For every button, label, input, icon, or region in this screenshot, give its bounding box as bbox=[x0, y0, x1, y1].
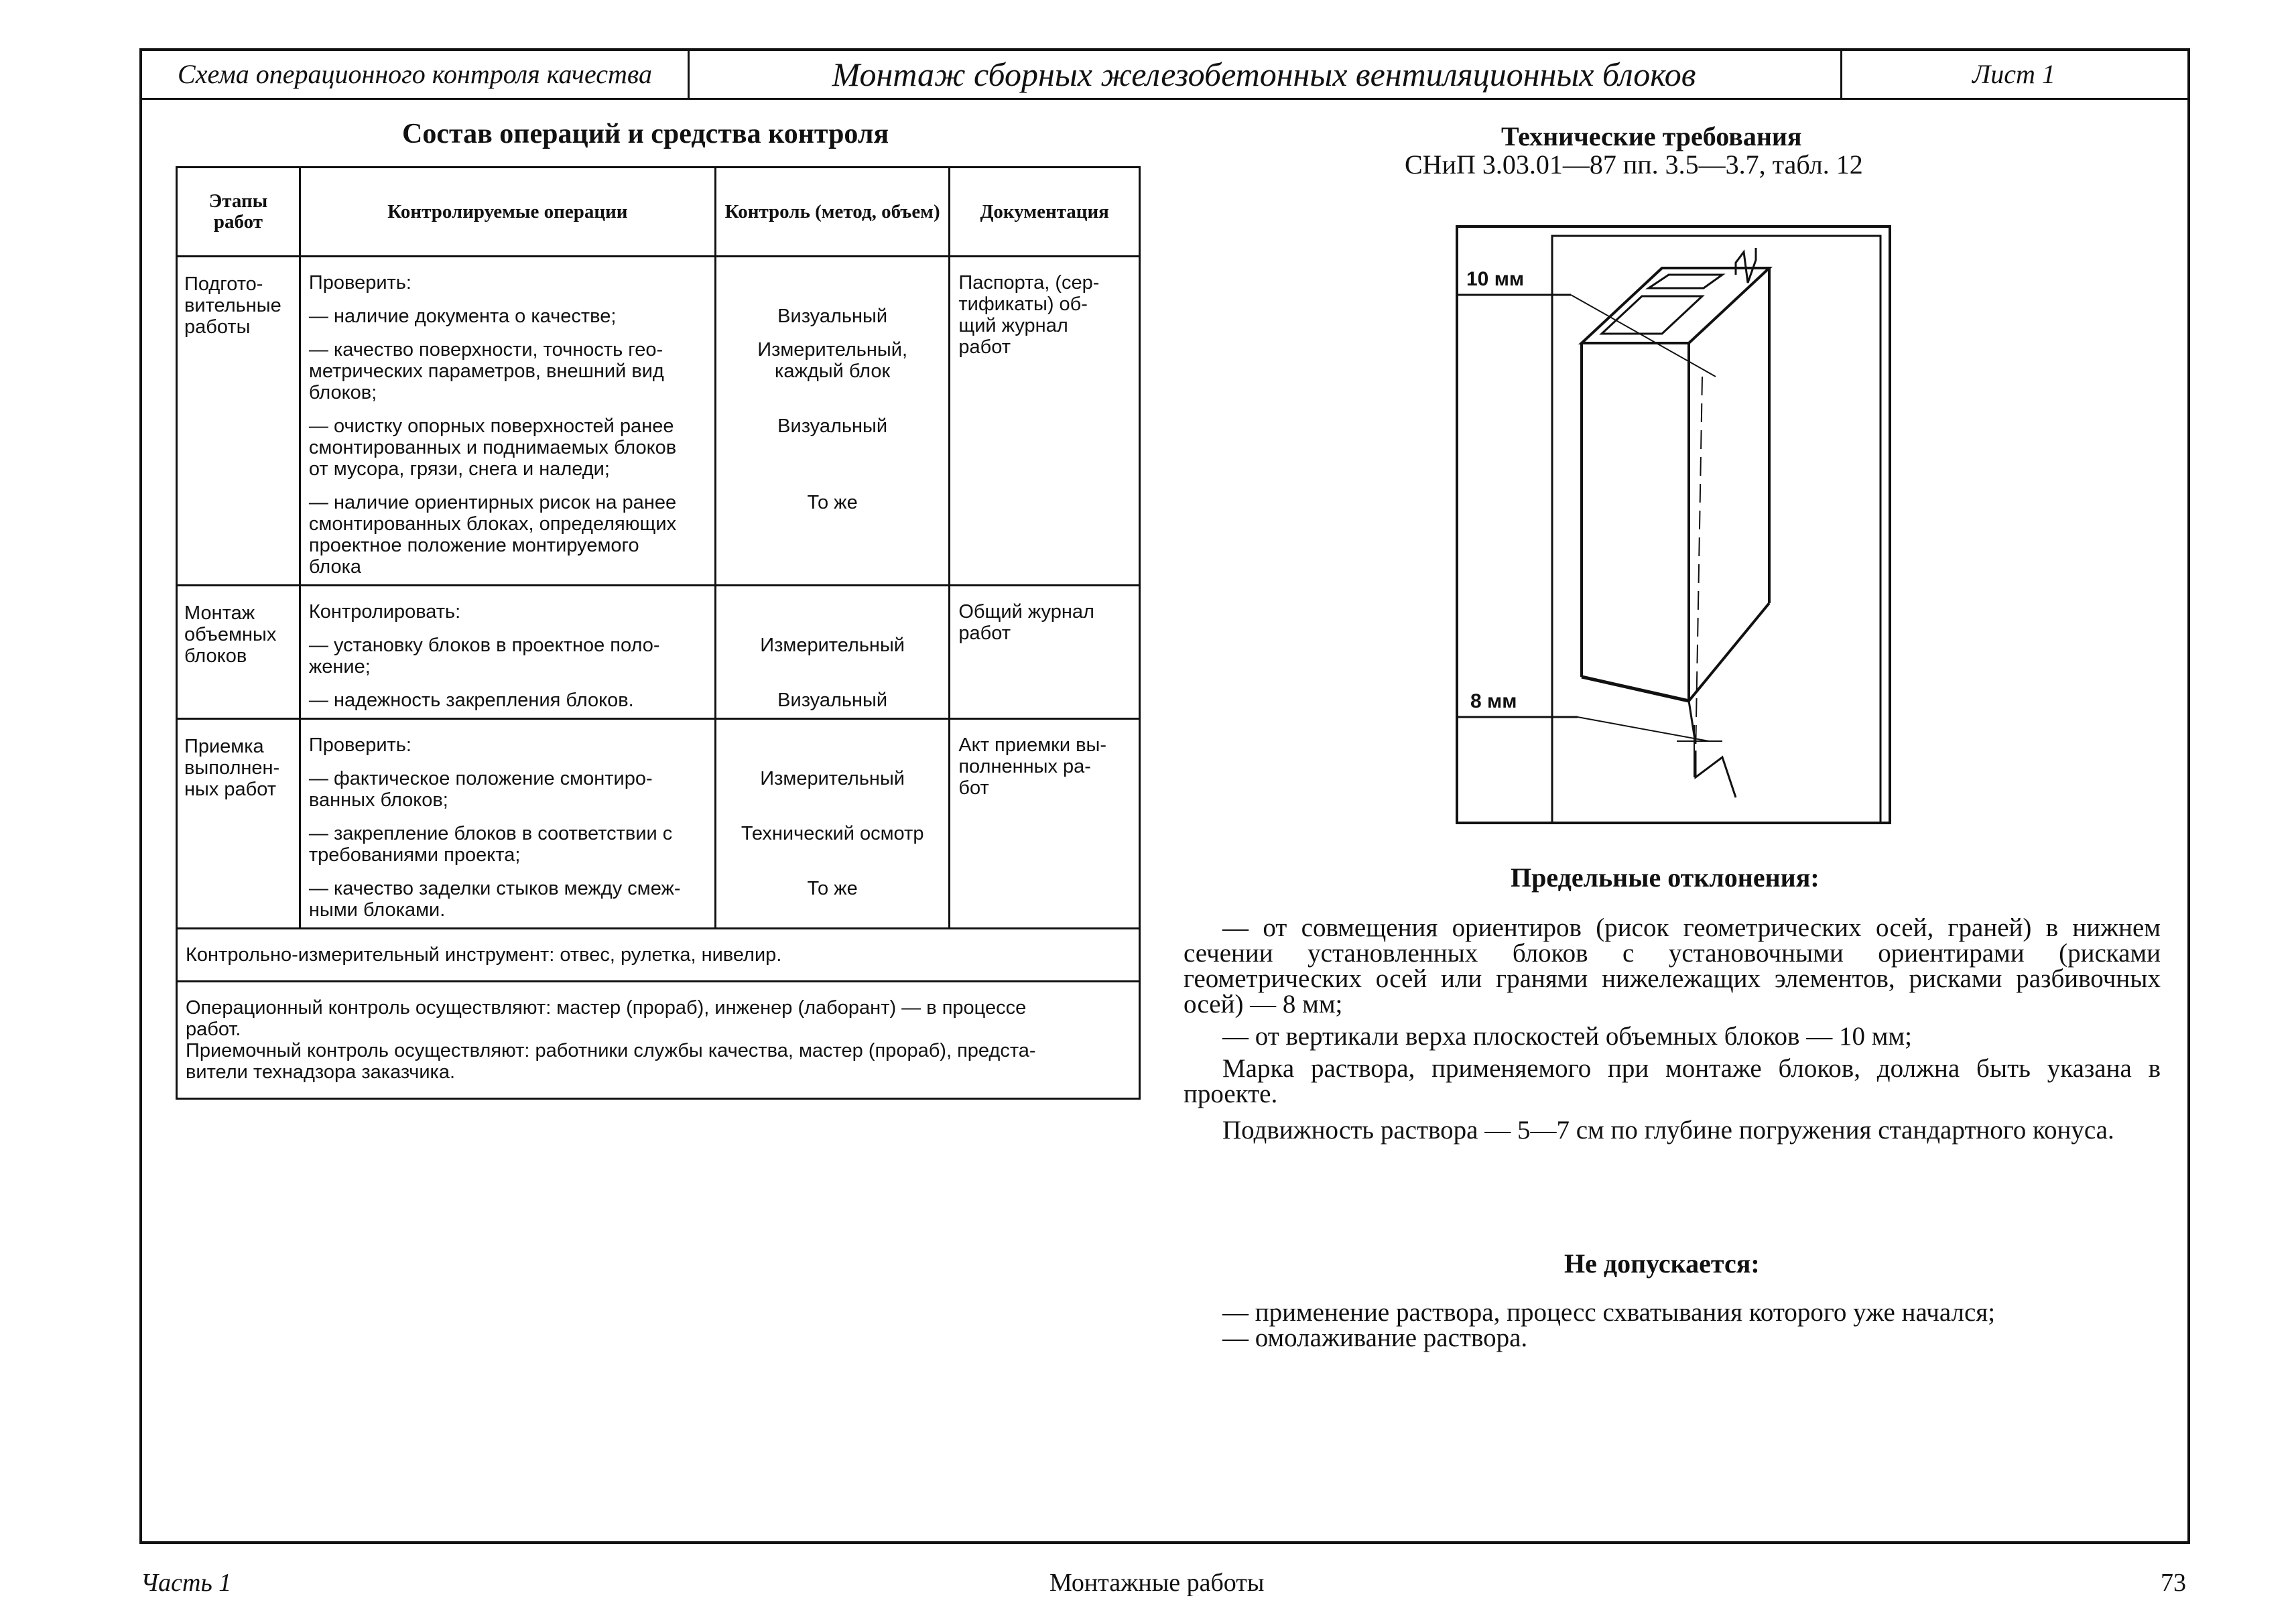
operations-cell: Контролировать: — установку блоков в проектное поло- жение; — надежность закрепления блоков. bbox=[300, 586, 715, 719]
not-allowed-item: — омолаживание раствора. bbox=[1222, 1323, 1528, 1352]
break-mark-bottom bbox=[1696, 751, 1736, 797]
column-header-stages: Этапы работ bbox=[177, 168, 300, 257]
operations-cell: Проверить: — наличие документа о качестве; — качество поверхности, точность гео- метрических параметров, внешний вид блоков; — очистку опорных поверхностей ранее смонтированных и поднимаемых блоков от мусора, грязи, снега и наледи; — наличие ориентирных рисок на ранее смонтированных блоках, определяющих проектное положение монтируемого блока bbox=[300, 257, 715, 586]
deviation-item: — от совмещения ориентиров (рисок геометрических осей, граней) в нижнем сечении установленных блоков с установочными ориентирами (рисками геометрических осей или гранями нижележащих элементов, рисками разбивочных осей) — 8 мм; bbox=[1184, 913, 2161, 1019]
header-scheme-title: Схема операционного контроля качества bbox=[142, 51, 690, 98]
control-notes-row bbox=[177, 982, 1140, 1099]
table-row bbox=[177, 719, 1140, 929]
instrument-cell: Контрольно-измерительный инструмент: отвес, рулетка, нивелир. bbox=[177, 929, 1140, 982]
table-row bbox=[177, 257, 1140, 586]
tech-requirements-title: Технические требования bbox=[1501, 121, 1802, 151]
control-cell: Измерительный Визуальный bbox=[715, 586, 949, 719]
vertical-reference-line bbox=[1696, 377, 1702, 757]
label-10mm: 10 мм bbox=[1466, 268, 1525, 290]
header-work-title: Монтаж сборных железобетонных вентиляционных блоков bbox=[688, 51, 1842, 98]
not-allowed-title: Не допускается: bbox=[1564, 1248, 1760, 1279]
not-allowed-item: — применение раствора, процесс схватывания которого уже начался; bbox=[1222, 1298, 1996, 1327]
label-8mm: 8 мм bbox=[1470, 690, 1517, 712]
mortar-grade-note: Марка раствора, применяемого при монтаже блоков, должна быть указана в проекте. bbox=[1184, 1054, 2161, 1108]
mortar-mobility-note: Подвижность раствора — 5—7 см по глубине погружения стандартного конуса. bbox=[1222, 1116, 2114, 1145]
stage-cell: Монтаж объемных блоков bbox=[177, 586, 300, 719]
deviation-item: — от вертикали верха плоскостей объемных блоков — 10 мм; bbox=[1222, 1022, 1912, 1051]
operations-cell: Проверить: — фактическое положение смонтиро- ванных блоков; — закрепление блоков в соответствии с требованиями проекта; — качество заделки стыков между смеж- ными блоками. bbox=[300, 719, 715, 929]
sheet-header bbox=[142, 51, 2187, 100]
deviations-title: Предельные отклонения: bbox=[1511, 862, 1820, 893]
leader-8mm-diag bbox=[1578, 717, 1709, 741]
control-notes-cell: Операционный контроль осуществляют: мастер (прораб), инженер (лаборант) — в процессе работ. Приемочный контроль осуществляют: работники службы качества, мастер (прораб), предста- вители технадзора заказчика. bbox=[177, 982, 1140, 1099]
stage-cell: Подгото- вительные работы bbox=[177, 257, 300, 586]
stage-cell: Приемка выполнен- ных работ bbox=[177, 719, 300, 929]
block-bottom-side bbox=[1689, 603, 1769, 701]
tech-requirements-norm: СНиП 3.03.01—87 пп. 3.5—3.7, табл. 12 bbox=[1405, 149, 1863, 180]
documentation-cell: Общий журнал работ bbox=[950, 586, 1140, 719]
table-header-row bbox=[177, 168, 1140, 257]
footer-part: Часть 1 bbox=[141, 1569, 232, 1597]
control-cell: Измерительный Технический осмотр То же bbox=[715, 719, 949, 929]
documentation-cell: Акт приемки вы- полненных ра- бот bbox=[950, 719, 1140, 929]
operations-table bbox=[176, 166, 1141, 1100]
column-header-documentation: Документация bbox=[950, 168, 1140, 257]
column-header-control: Контроль (метод, объем) bbox=[715, 168, 949, 257]
not-allowed-list bbox=[1184, 1300, 2161, 1351]
page-number: 73 bbox=[2161, 1569, 2186, 1597]
column-header-operations: Контролируемые операции bbox=[300, 168, 715, 257]
table-row bbox=[177, 586, 1140, 719]
block-bottom-front bbox=[1582, 677, 1689, 701]
header-sheet-number: Лист 1 bbox=[1972, 59, 2055, 89]
instrument-row bbox=[177, 929, 1140, 982]
operations-title: Состав операций и средства контроля bbox=[402, 119, 889, 149]
documentation-cell: Паспорта, (сер- тификаты) об- щий журнал работ bbox=[950, 257, 1140, 586]
footer-section: Монтажные работы bbox=[1049, 1569, 1265, 1597]
block-diagram bbox=[1441, 221, 1903, 831]
block-top-face bbox=[1582, 268, 1769, 343]
deviations-text bbox=[1184, 915, 2161, 1143]
control-cell: Визуальный Измерительный, каждый блок Визуальный То же bbox=[715, 257, 949, 586]
